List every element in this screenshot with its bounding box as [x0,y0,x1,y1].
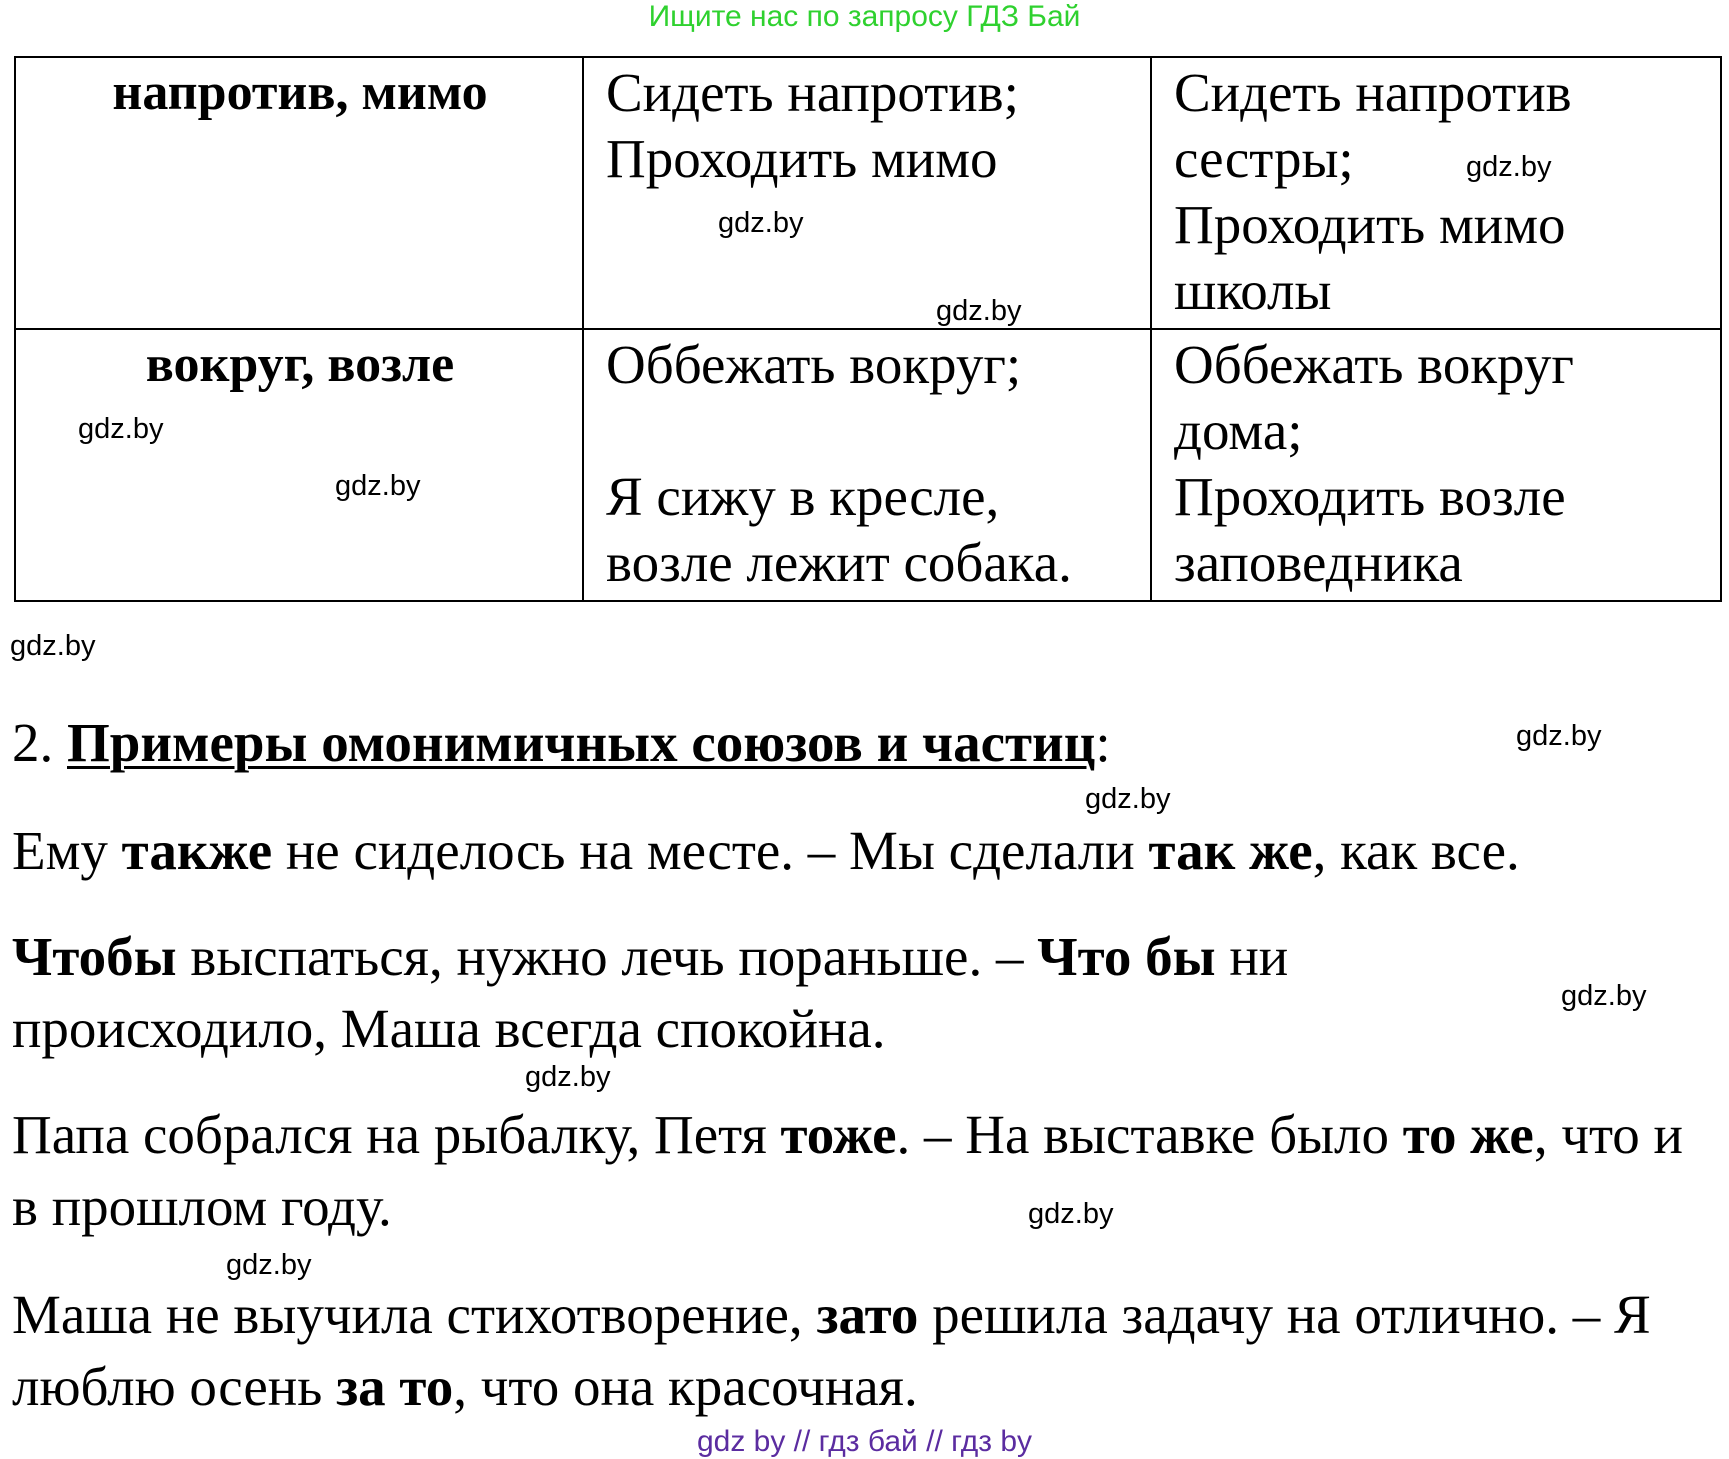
prepositions-table [14,56,1722,602]
examples-cell: Оббежать вокруг; Я сижу в кресле, возле лежит собака. [583,329,1151,601]
watermark: gdz.by [1085,783,1171,815]
heading-colon: : [1095,712,1111,773]
table-row [15,329,1721,601]
prepositions-cell: вокруг, возле [15,329,583,601]
watermark: gdz.by [1466,151,1552,183]
watermark: gdz.by [1516,720,1602,752]
watermark: gdz.by [226,1249,312,1281]
example-sentence: Ему также не сиделось на месте. – Мы сделали так же, как все. [12,820,1520,881]
watermark: gdz.by [718,207,804,239]
watermark: gdz.by [78,413,164,445]
heading-number: 2. [12,712,54,773]
table-row [15,57,1721,329]
watermark: gdz.by [1561,980,1647,1012]
example-sentence: Чтобы выспаться, нужно лечь пораньше. – Что бы ни происходило, Маша всегда спокойна. [12,926,1289,1059]
examples-cell: Сидеть напротив; Проходить мимо [583,57,1151,329]
prepositions-cell: напротив, мимо [15,57,583,329]
watermark: gdz.by [525,1061,611,1093]
watermark: gdz.by [335,470,421,502]
watermark: gdz.by [1028,1198,1114,1230]
phrases-cell: Сидеть напротив сестры; Проходить мимо школы [1151,57,1721,329]
top-banner: Ищите нас по запросу ГДЗ Бай [648,0,1081,33]
watermark: gdz.by [936,295,1022,327]
phrases-cell: Оббежать вокруг дома; Проходить возле заповедника [1151,329,1721,601]
section-heading [12,710,1111,776]
heading-title: Примеры омонимичных союзов и частиц [67,712,1096,773]
watermark: gdz.by [10,630,96,662]
example-sentence: Папа собрался на рыбалку, Петя тоже. – На выставке было то же, что и в прошлом году. [12,1104,1683,1237]
footer-links[interactable]: gdz by // гдз бай // гдз by [696,1425,1033,1458]
example-sentence: Маша не выучила стихотворение, зато решила задачу на отлично. – Я люблю осень за то, что она красочная. [12,1284,1651,1417]
